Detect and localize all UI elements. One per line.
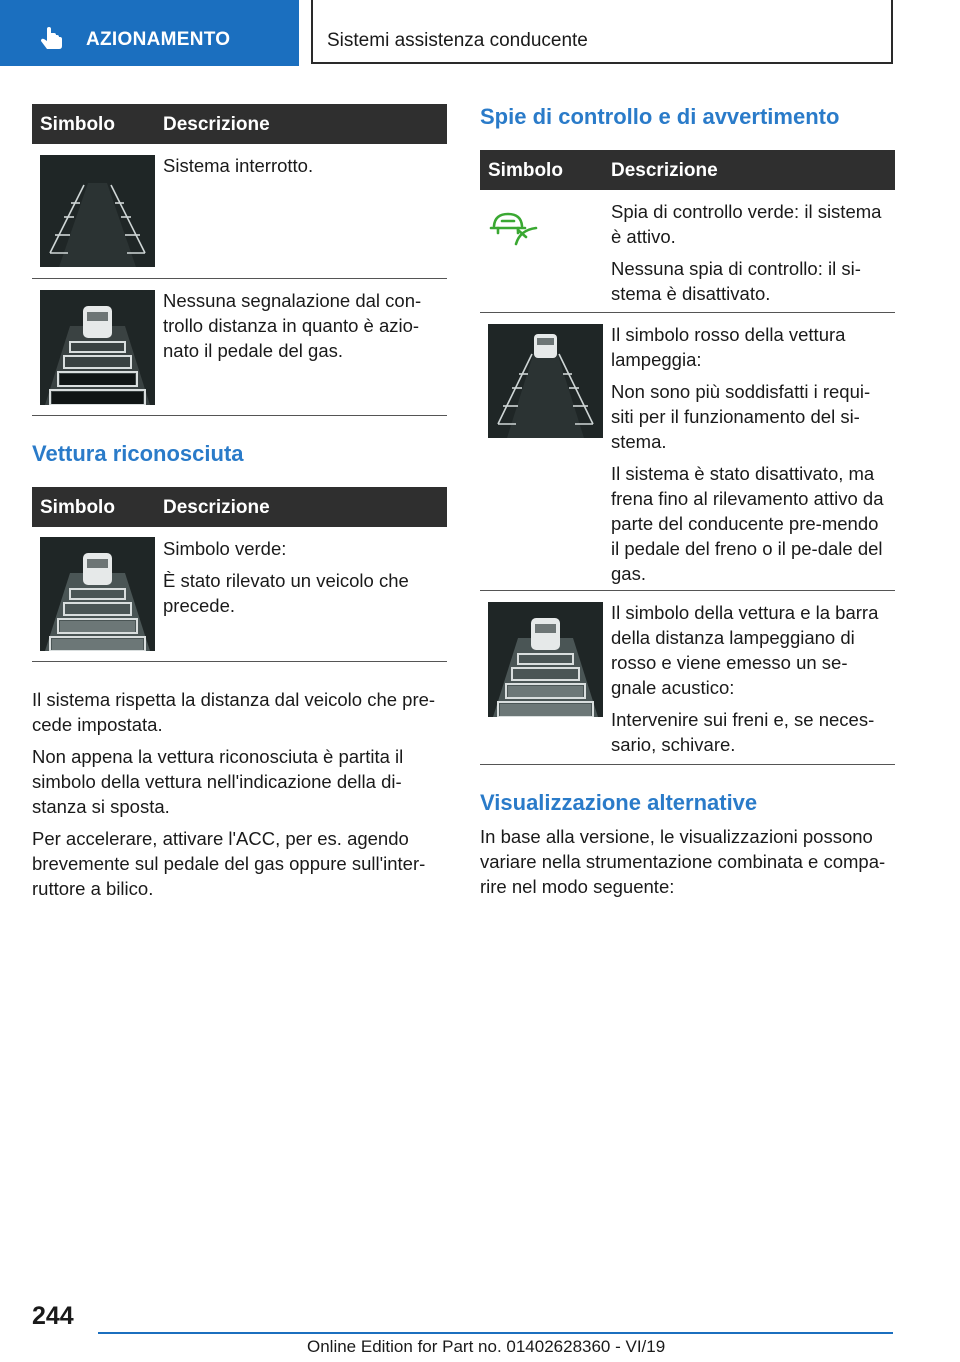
description-text: Non sono più soddisfatti i requi-siti per il funzionamento del si-stema. <box>611 381 871 452</box>
section-heading-vehicle: Vettura riconosciuta <box>32 441 244 466</box>
column-header-symbol: Simbolo <box>40 497 115 518</box>
table-row <box>32 144 447 279</box>
page-number: 244 <box>32 1302 74 1330</box>
symbol-table-3 <box>480 150 895 765</box>
paragraph: In base alla versione, le visualizzazioni possono variare nella strumentazione combinata e compa-rire nel modo seguente: <box>480 826 886 897</box>
table-row <box>32 279 447 416</box>
hand-pointer-icon <box>38 27 66 53</box>
table-header <box>480 150 895 190</box>
table-header <box>32 104 447 144</box>
paragraph: Il sistema rispetta la distanza dal veicolo che pre-cede impostata. <box>32 689 436 735</box>
section-heading-warning: Spie di controllo e di avvertimento <box>480 104 840 129</box>
table-header <box>32 487 447 527</box>
chapter-tab[interactable] <box>0 0 299 66</box>
description-text: Spia di controllo verde: il sistema è attivo. <box>611 201 882 247</box>
table-row <box>480 190 895 313</box>
acc-green-indicator-icon <box>488 206 542 248</box>
description-text: Simbolo verde: <box>163 538 287 559</box>
distance-lanes-empty-icon <box>40 155 155 267</box>
column-header-symbol: Simbolo <box>40 114 115 135</box>
distance-lanes-car-icon <box>40 290 155 405</box>
description-text: Intervenire sui freni e, se neces-sario, schivare. <box>611 709 875 755</box>
paragraph: Non appena la vettura riconosciuta è partita il simbolo della vettura nell'indicazione della di-stanza si sposta. <box>32 746 404 817</box>
column-header-symbol: Simbolo <box>488 160 563 181</box>
description-text: Nessuna spia di controllo: il si-stema è disattivato. <box>611 258 861 304</box>
row-description <box>163 153 443 185</box>
description-text: Il sistema è stato disattivato, ma frena fino al rilevamento attivo da parte del conducente pre-mendo il pedale del freno o il pe-dale del gas. <box>611 463 884 584</box>
description-text: Sistema interrotto. <box>163 155 314 176</box>
row-description <box>611 600 891 764</box>
row-description <box>163 536 443 625</box>
table-row <box>480 591 895 765</box>
symbol-table-1 <box>32 104 447 416</box>
edition-note: Online Edition for Part no. 01402628360 - VI/19 <box>307 1337 666 1356</box>
description-text: Il simbolo rosso della vettura lampeggia: <box>611 324 846 370</box>
section-title: Sistemi assistenza conducente <box>327 30 588 51</box>
row-description <box>163 288 443 370</box>
distance-lanes-car-green-icon <box>40 537 155 651</box>
table-row <box>32 527 447 662</box>
distance-lanes-car-red-icon <box>488 324 603 438</box>
chapter-title: AZIONAMENTO <box>86 29 231 50</box>
column-header-description: Descrizione <box>163 114 270 135</box>
distance-lanes-car-bar-red-icon <box>488 602 603 717</box>
footer-divider <box>98 1332 893 1334</box>
description-text: Il simbolo della vettura e la barra della distanza lampeggiano di rosso e viene emesso un se-gnale acustico: <box>611 602 879 698</box>
section-heading-alternative: Visualizzazione alternative <box>480 790 758 815</box>
column-header-description: Descrizione <box>611 160 718 181</box>
table-row <box>480 313 895 591</box>
left-body-text <box>32 687 447 908</box>
description-text: Nessuna segnalazione dal con-trollo distanza in quanto è azio-nato il pedale del gas. <box>163 290 422 361</box>
row-description <box>611 322 891 593</box>
right-body-text <box>480 824 898 906</box>
row-description <box>611 199 891 313</box>
paragraph: Per accelerare, attivare l'ACC, per es. agendo brevemente sul pedale del gas oppure sull'inter-ruttore a bilico. <box>32 828 426 899</box>
description-text: È stato rilevato un veicolo che precede. <box>163 570 409 616</box>
section-header <box>311 0 893 64</box>
symbol-table-2 <box>32 487 447 662</box>
column-header-description: Descrizione <box>163 497 270 518</box>
